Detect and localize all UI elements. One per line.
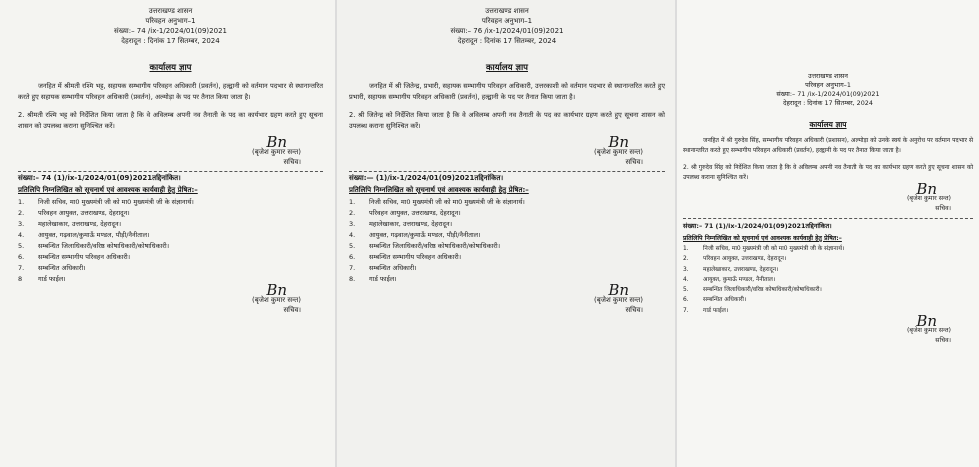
signature-block	[349, 133, 665, 167]
copy-reference-number: संख्या:— (1)/ix-1/2024/01(09)2021तद्दिनांकित।	[349, 171, 665, 183]
order-paragraph-1: जनहित में श्री जितेन्द्र, प्रभारी, सहायक सम्भागीय परिवहन अधिकारी, उत्तरकाशी को वर्तमान पदभार से स्थानान्तरित करते हुए प्रभारी, सहायक सम्भागीय परिवहन अधिकारी (प्रवर्तन), हल्द्वानी के पद पर तैनात किया जाता है।	[349, 82, 665, 101]
list-item: 6. सम्बन्धित सम्भागीय परिवहन अधिकारी।	[349, 253, 462, 261]
list-item: 3. महालेखाकार, उत्तराखण्ड, देहरादून।	[349, 220, 453, 228]
list-item: 7. सम्बन्धित अधिकारी।	[18, 264, 86, 272]
letterhead	[683, 72, 973, 108]
department-name: परिवहन अनुभाग–1	[805, 81, 851, 89]
signer-name: (बृजेश कुमार सन्त)	[252, 148, 301, 156]
order-paragraph-1: जनहित में श्री गुरुदेव सिंह, सम्भागीय परिवहन अधिकारी (प्रशासन), अल्मोड़ा को उनके स्वयं के अनुरोध पर वर्तमान पदभार से स्थानान्तरित करते हुए सम्भागीय परिवहन अधिकारी (प्रवर्तन), हल्द्वानी के पद पर तैनात किया जाता है।	[683, 137, 973, 154]
signature-block	[18, 281, 323, 315]
list-item: 1. निजी सचिव, मा0 मुख्यमंत्री जी को मा0 मुख्यमंत्री जी के संज्ञानार्थ।	[683, 246, 845, 252]
recipient-list	[18, 197, 323, 285]
recipient-list	[683, 244, 973, 316]
order-paragraph-1: जनहित में श्रीमती रश्मि भट्ट, सहायक सम्भागीय परिवहन अधिकारी (प्रवर्तन), हल्द्वानी को वर्तमान पदभार से स्थानान्तरित करते हुए सहायक सम्भागीय परिवहन अधिकारी (प्रवर्तन), अल्मोड़ा के पद पर तैनात किया जाता है।	[18, 82, 323, 101]
copy-header: प्रतिलिपि निम्नलिखित को सूचनार्थ एवं आवश्यक कार्यवाही हेतु प्रेषित:–	[349, 186, 529, 194]
department-name: परिवहन अनुभाग–1	[145, 17, 196, 25]
signer-designation: सचिव।	[283, 306, 301, 314]
list-item: 6. सम्बन्धित सम्भागीय परिवहन अधिकारी।	[18, 253, 131, 261]
signature-mark: Bn	[916, 312, 937, 331]
list-item: 8. गार्ड फाईल।	[349, 275, 397, 283]
signature-mark: Bn	[916, 180, 937, 198]
signer-name: (बृजेश कुमार सन्त)	[252, 296, 301, 304]
signer-designation: सचिव।	[935, 205, 951, 212]
government-name: उत्तराखण्ड शासन	[808, 72, 848, 80]
recipient-list	[349, 197, 665, 285]
order-number: संख्या:– 76 /ix-1/2024/01(09)2021	[450, 27, 564, 35]
list-item: 5. सम्बन्धित जिलाधिकारी/वरिष्ठ कोषाधिकारी/कोषाधिकारी।	[683, 287, 822, 294]
signature-mark: Bn	[266, 133, 287, 151]
list-item: 2. परिवहन आयुक्त, उत्तराखण्ड, देहरादून।	[683, 256, 787, 263]
order-number: संख्या:– 74 /ix-1/2024/01(09)2021	[114, 27, 227, 35]
list-item: 5. सम्बन्धित जिलाधिकारी/वरिष्ठ कोषाधिकारी/कोषाधिकारी।	[349, 242, 501, 250]
letterhead	[349, 6, 665, 46]
signer-designation: सचिव।	[283, 158, 301, 166]
signature-block	[683, 180, 973, 214]
list-item: 4. आयुक्त, गढ़वाल/कुमाऊँ मण्डल, पौड़ी/नैनीताल।	[349, 231, 481, 239]
copy-reference-number: संख्या:– 74 (1)/ix-1/2024/01(09)2021तद्दिनांकित।	[18, 171, 323, 183]
list-item: 7. गार्ड फाईल।	[683, 307, 729, 314]
list-item: 4. आयुक्त, गढ़वाल/कुमाऊँ मण्डल, पौड़ी/नैनीताल।	[18, 231, 150, 239]
order-date: देहरादून : दिनांक 17 सितम्बर, 2024	[121, 37, 220, 45]
office-order-title: कार्यालय ज्ञाप	[809, 120, 847, 129]
list-item: 7. सम्बन्धित अधिकारी।	[349, 264, 417, 272]
signer-designation: सचिव।	[625, 306, 643, 314]
list-item: 3. महालेखाकार, उत्तराखण्ड, देहरादून।	[683, 266, 779, 273]
order-date: देहरादून : दिनांक 17 सितम्बर, 2024	[783, 99, 873, 107]
order-page-2	[337, 0, 675, 467]
government-name: उत्तराखण्ड शासन	[485, 7, 529, 15]
copy-reference-number: संख्या:– 71 (1)/ix-1/2024/01(09)2021तद्दिनांकित।	[683, 218, 973, 230]
order-page-3	[677, 0, 979, 467]
order-paragraph-2: 2. श्रीमती रश्मि भट्ट को निर्देशित किया जाता है कि वे अविलम्ब अपनी नव तैनाती के पद का कार्यभार ग्रहण करते हुए सूचना शासन को उपलब्ध कराना सुनिश्चित करें।	[18, 111, 323, 130]
signer-designation: सचिव।	[625, 158, 643, 166]
signature-mark: Bn	[608, 281, 629, 299]
office-order-title: कार्यालय ज्ञाप	[486, 63, 528, 73]
copy-header: प्रतिलिपि निम्नलिखित को सूचनार्थ एवं आवश्यक कार्यवाही हेतु प्रेषित:–	[683, 235, 842, 242]
signature-block	[683, 312, 973, 346]
list-item: 5. सम्बन्धित जिलाधिकारी/वरिष्ठ कोषाधिकारी/कोषाधिकारी।	[18, 242, 170, 250]
list-item: 6. सम्बन्धित अधिकारी।	[683, 297, 747, 304]
signature-mark: Bn	[266, 281, 287, 299]
list-item: 8 गार्ड फाईल।	[18, 275, 66, 283]
copy-header: प्रतिलिपि निम्नलिखित को सूचनार्थ एवं आवश्यक कार्यवाही हेतु प्रेषित:–	[18, 186, 198, 194]
list-item: 2. परिवहन आयुक्त, उत्तराखण्ड, देहरादून।	[349, 209, 461, 217]
order-paragraph-2: 2. श्री जितेन्द्र को निर्देशित किया जाता है कि वे अविलम्ब अपनी नव तैनाती के पद का कार्यभार ग्रहण करते हुए सूचना शासन को उपलब्ध कराना सुनिश्चित करें।	[349, 111, 665, 130]
signer-designation: सचिव।	[935, 337, 951, 345]
signer-name: (बृजेश कुमार सन्त)	[594, 148, 643, 156]
government-name: उत्तराखण्ड शासन	[148, 7, 193, 15]
signature-block	[349, 281, 665, 315]
order-number: संख्या:– 71 /ix-1/2024/01(09)2021	[776, 90, 880, 98]
signer-name: (बृजेश कुमार सन्त)	[594, 296, 643, 304]
list-item: 2. परिवहन आयुक्त, उत्तराखण्ड, देहरादून।	[18, 209, 130, 217]
office-order-title: कार्यालय ज्ञाप	[149, 63, 192, 73]
letterhead	[18, 6, 323, 46]
signature-block	[18, 133, 323, 167]
list-item: 4. आयुक्त, कुमाऊँ मण्डल, नैनीताल।	[683, 276, 776, 283]
signature-mark: Bn	[608, 133, 629, 151]
list-item: 1. निजी सचिव, मा0 मुख्यमंत्री जी को मा0 मुख्यमंत्री जी के संज्ञानार्थ।	[349, 198, 525, 206]
order-paragraph-2: 2. श्री गुरुदेव सिंह को निर्देशित किया जाता है कि वे अविलम्ब अपनी नव तैनाती के पद का कार्यभार ग्रहण करते हुए सूचना शासन को उपलब्ध कराना सुनिश्चित करें।	[683, 164, 973, 181]
signer-name: (बृजेश कुमार सन्त)	[906, 327, 951, 335]
order-date: देहरादून : दिनांक 17 सितम्बर, 2024	[457, 37, 557, 45]
list-item: 3. महालेखाकार, उत्तराखण्ड, देहरादून।	[18, 220, 122, 228]
order-page-1	[0, 0, 335, 467]
list-item: 1. निजी सचिव, मा0 मुख्यमंत्री जी को मा0 मुख्यमंत्री जी के संज्ञानार्थ।	[18, 198, 194, 206]
department-name: परिवहन अनुभाग–1	[481, 17, 533, 25]
signer-name: (बृजेश कुमार सन्त)	[906, 195, 951, 202]
